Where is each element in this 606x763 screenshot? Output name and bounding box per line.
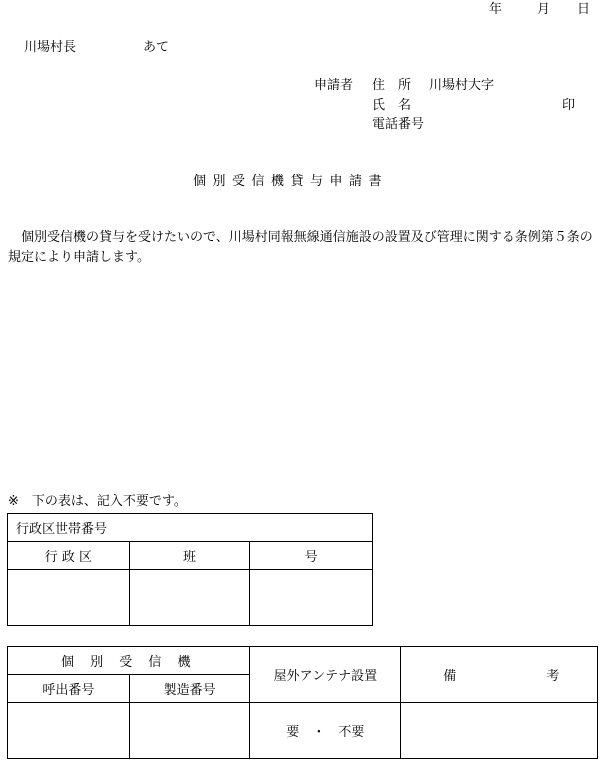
- date-year-label: 年: [489, 2, 503, 17]
- remarks-column-header: [401, 647, 598, 703]
- number-cell: [250, 570, 373, 626]
- body-paragraph: 個別受信機の貸与を受けたいので、川場村同報無線通信施設の設置及び管理に関する条例第５条の規定により申請します。: [8, 230, 593, 265]
- district-column-header: 行 政 区: [8, 542, 130, 570]
- number-column-header: 号: [250, 542, 373, 570]
- addressee-suffix: あて: [143, 40, 170, 55]
- document-title: 個別受信機貸与申請書: [193, 174, 389, 189]
- note-text: ※ 下の表は、記入不要です。: [8, 494, 187, 509]
- remarks-cell: [401, 703, 598, 759]
- date-day-label: 日: [577, 2, 591, 17]
- antenna-options-cell: 要 ・ 不要: [250, 703, 401, 759]
- district-cell: [8, 570, 130, 626]
- group-column-header: 班: [129, 542, 250, 570]
- antenna-column-header: 屋外アンテナ設置: [250, 647, 401, 703]
- seal-mark: 印: [562, 98, 576, 113]
- date-month-label: 月: [537, 2, 551, 17]
- call-number-column-header: 呼出番号: [8, 675, 130, 703]
- address-label: 住 所: [372, 78, 412, 93]
- name-label: 氏 名: [372, 98, 412, 113]
- household-number-table: [7, 513, 373, 626]
- serial-number-cell: [129, 703, 250, 759]
- serial-number-column-header: 製造番号: [129, 675, 250, 703]
- receiver-group-header: 個 別 受 信 機: [8, 647, 250, 675]
- household-number-header: 行政区世帯番号: [8, 514, 373, 542]
- phone-label: 電話番号: [372, 117, 425, 132]
- call-number-cell: [8, 703, 130, 759]
- receiver-table: [7, 646, 598, 759]
- address-value: 川場村大字: [429, 78, 495, 93]
- applicant-label: 申請者: [314, 78, 354, 93]
- remarks-label-2: 考: [546, 669, 560, 684]
- addressee-name: 川場村長: [24, 40, 77, 55]
- remarks-label-1: 備: [443, 669, 457, 684]
- group-cell: [129, 570, 250, 626]
